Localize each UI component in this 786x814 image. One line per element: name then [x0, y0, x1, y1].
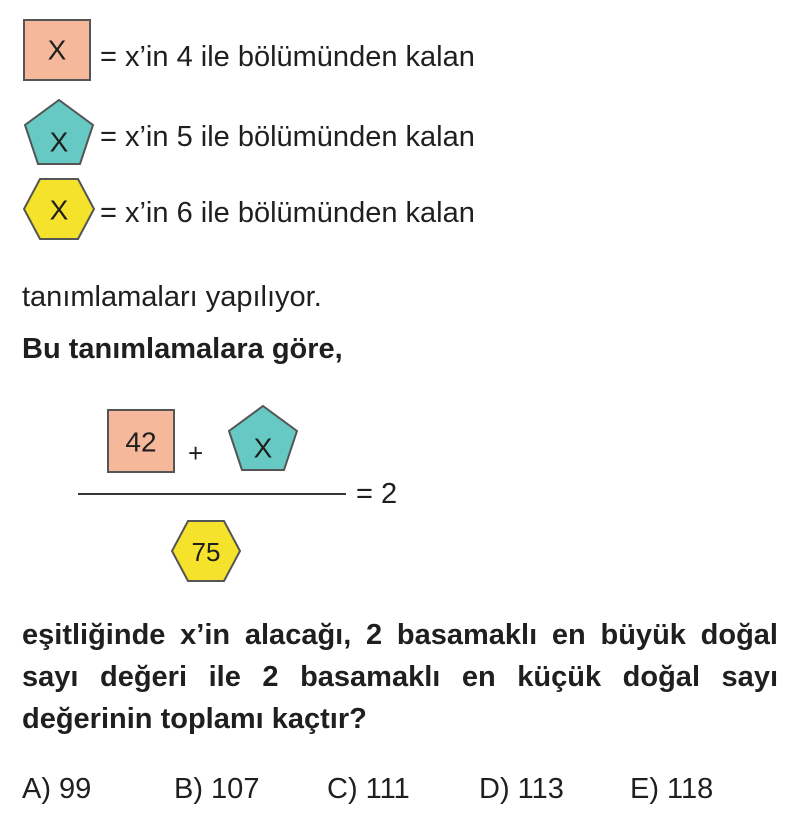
intro-text: tanımlamaları yapılıyor. — [22, 281, 322, 313]
equation-hexagon-icon — [170, 518, 242, 584]
hexagon-symbol-label: X — [49, 194, 69, 226]
answer-options — [22, 772, 762, 806]
plus-sign: + — [188, 438, 204, 468]
option-b[interactable]: B) 107 — [174, 773, 260, 805]
lead-text: Bu tanımlamalara göre, — [22, 333, 343, 365]
equation — [60, 400, 480, 600]
definition-row-hexagon — [22, 176, 542, 246]
option-d[interactable]: D) 113 — [479, 773, 564, 805]
equation-hexagon-value: 75 — [191, 537, 221, 567]
option-c[interactable]: C) 111 — [327, 773, 410, 805]
equation-pentagon-value: X — [253, 432, 273, 464]
equals-two: = 2 — [356, 478, 398, 510]
equation-square-icon — [106, 408, 178, 476]
definition-row-pentagon — [22, 98, 542, 168]
question-line-1: eşitliğinde x’in alacağı, 2 basamaklı en büyük doğal — [22, 619, 778, 651]
equation-square-value: 42 — [125, 426, 157, 458]
square-symbol-label: X — [47, 34, 67, 66]
definition-row-square — [22, 18, 542, 88]
fraction-bar — [78, 493, 346, 495]
square-symbol-icon — [22, 18, 94, 84]
pentagon-definition-text: = x’in 5 ile bölümünden kalan — [100, 121, 475, 153]
question — [22, 614, 778, 740]
question-line-3: değerinin toplamı kaçtır? — [22, 703, 367, 735]
pentagon-symbol-label: X — [49, 126, 69, 158]
equation-pentagon-icon — [226, 404, 300, 474]
pentagon-symbol-icon — [22, 98, 96, 168]
hexagon-symbol-icon — [22, 176, 96, 242]
hexagon-definition-text: = x’in 6 ile bölümünden kalan — [100, 197, 475, 229]
option-e[interactable]: E) 118 — [630, 773, 714, 805]
square-definition-text: = x’in 4 ile bölümünden kalan — [100, 41, 475, 73]
question-line-2: sayı değeri ile 2 basamaklı en küçük doğal sayı — [22, 661, 778, 693]
option-a[interactable]: A) 99 — [22, 773, 92, 805]
